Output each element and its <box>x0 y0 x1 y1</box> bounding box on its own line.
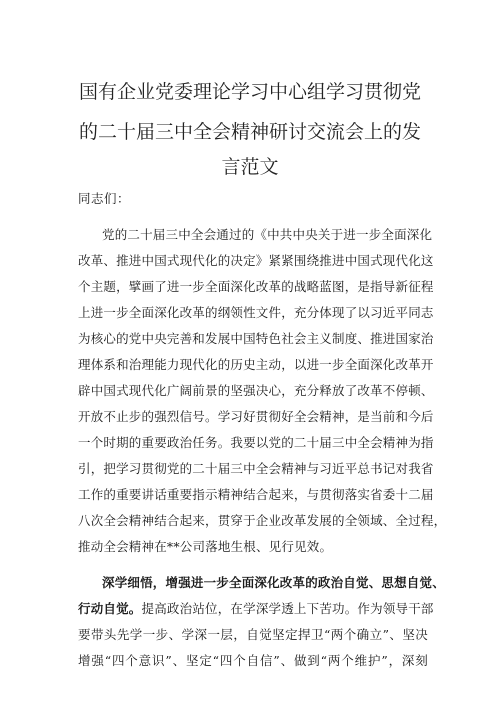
paragraph-1-line: 推动全会精神在**公司落地生根、见行见效。 <box>78 539 333 554</box>
paragraph-1-line: 理体系和治理能力现代化的历史主动，以进一步全面深化改革开 <box>78 357 434 372</box>
document-title-line-3: 言范文 <box>221 156 279 178</box>
paragraph-1-line: 党的二十届三中全会通过的《中共中央关于进一步全面深化 <box>102 227 433 242</box>
paragraph-2-line <box>102 573 445 591</box>
greeting: 同志们： <box>78 191 131 206</box>
document-title-line-2: 的二十届三中全会精神研讨交流会上的发 <box>78 121 421 143</box>
paragraph-1-line: 改革、推进中国式现代化的决定》紧紧围绕推进中国式现代化这 <box>78 253 434 268</box>
paragraph-1-line: 一个时期的重要政治任务。我要以党的二十届三中全会精神为指 <box>78 435 434 450</box>
paragraph-1-line: 为核心的党中央完善和发展中国特色社会主义制度、推进国家治 <box>78 331 434 346</box>
paragraph-2-heading-end: 行动自觉。 <box>78 601 142 616</box>
paragraph-1-line: 引，把学习贯彻党的二十届三中全会精神与习近平总书记对我省 <box>78 461 434 476</box>
paragraph-1-line: 开放不止步的强烈信号。学习好贯彻好全会精神，是当前和今后 <box>78 409 434 424</box>
paragraph-1-line: 辟中国式现代化广阔前景的坚强决心，充分释放了改革不停顿、 <box>78 383 434 398</box>
paragraph-1-line: 八次全会精神结合起来，贯穿于企业改革发展的全领域、全过程， <box>78 513 447 528</box>
paragraph-2-line <box>78 599 434 617</box>
paragraph-1-line: 上进一步全面深化改革的纲领性文件，充分体现了以习近平同志 <box>78 305 434 320</box>
document-title-line-1: 国有企业党委理论学习中心组学习贯彻党 <box>78 81 421 103</box>
paragraph-2-line: 要带头先学一步、学深一层，自觉坚定捍卫“两个确立”、坚决 <box>78 627 428 642</box>
paragraph-2-line: 增强“四个意识”、坚定“四个自信”、做到“两个维护”，深刻 <box>78 653 428 668</box>
paragraph-2-text: 提高政治站位，在学深学透上下苦功。作为领导干部 <box>141 601 434 616</box>
paragraph-2-heading: 深学细悟，增强进一步全面深化改革的政治自觉、思想自觉、 <box>102 575 445 590</box>
paragraph-1-line: 工作的重要讲话重要指示精神结合起来，与贯彻落实省委十二届 <box>78 487 434 502</box>
paragraph-1-line: 个主题，擘画了进一步全面深化改革的战略蓝图，是指导新征程 <box>78 279 434 294</box>
